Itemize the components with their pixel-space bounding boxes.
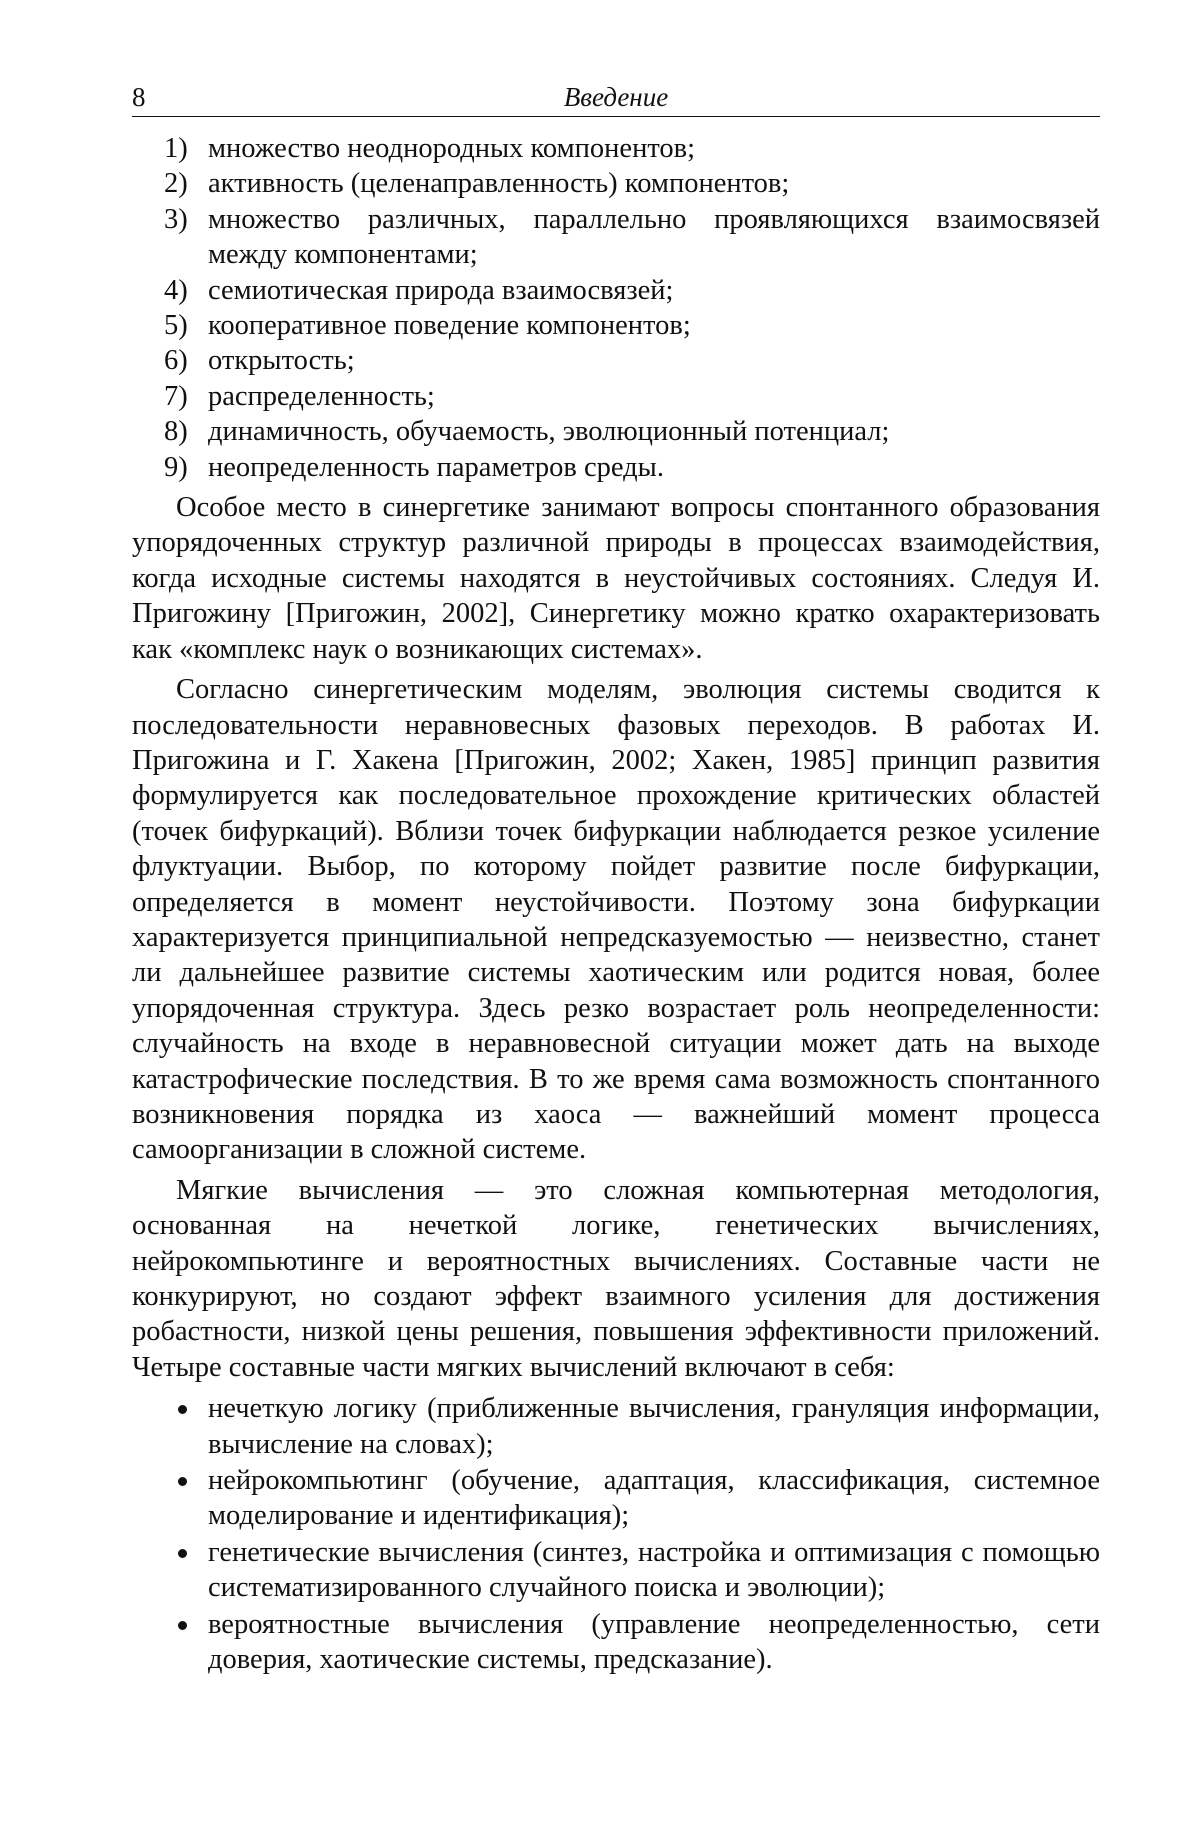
list-number: 8) bbox=[164, 416, 188, 448]
list-item-text: множество различных, параллельно проявляющихся взаимосвязей между компонентами; bbox=[208, 203, 1100, 271]
list-number: 3) bbox=[164, 203, 188, 235]
running-title: Введение bbox=[563, 82, 669, 112]
list-item-text: неопределенность параметров среды. bbox=[208, 451, 664, 483]
numbered-list bbox=[132, 131, 1100, 485]
list-item-text: распределенность; bbox=[208, 380, 435, 412]
list-item bbox=[132, 202, 1100, 273]
list-item bbox=[132, 379, 1100, 414]
list-item-text: открытость; bbox=[208, 345, 355, 377]
list-item-text: вероятностные вычисления (управление неопределенностью, сети доверия, хаотические системы, предсказание). bbox=[208, 1608, 1100, 1676]
list-item bbox=[132, 273, 1100, 308]
list-item-text: множество неоднородных компонентов; bbox=[208, 133, 696, 164]
bullet-list bbox=[132, 1391, 1100, 1677]
bullet-icon bbox=[178, 1477, 187, 1486]
bullet-icon bbox=[178, 1621, 187, 1630]
list-item bbox=[132, 414, 1100, 449]
list-item-text: нейрокомпьютинг (обучение, адаптация, классификация, системное моделирование и идентификация); bbox=[208, 1465, 1100, 1532]
list-number: 1) bbox=[164, 133, 188, 164]
list-item bbox=[132, 131, 1100, 166]
list-item bbox=[132, 1391, 1100, 1462]
list-item bbox=[132, 1463, 1100, 1534]
list-item-text: нечеткую логику (приближенные вычисления, грануляция информации, вычисление на словах); bbox=[208, 1393, 1100, 1460]
list-number: 6) bbox=[164, 345, 188, 377]
page-content bbox=[132, 131, 1100, 1677]
list-number: 2) bbox=[164, 168, 188, 200]
list-item bbox=[132, 308, 1100, 343]
paragraph-evolution: Согласно синергетическим моделям, эволюция системы сводится к последовательности неравновесных фазовых переходов. В работах И. Пригожина и Г. Хакена [Пригожин, 2002; Хакен, 1985] принцип развития формулируется как последовательное прохождение критических областей (точек бифуркаций). Вблизи точек бифуркации наблюдается резкое усиление флуктуации. Выбор, по которому пойдет развитие после бифуркации, определяется в момент неустойчивости. Поэтому зона бифуркации характеризуется принципиальной непредсказуемостью — неизвестно, станет ли дальнейшее развитие системы хаотическим или родится новая, более упорядоченная структура. Здесь резко возрастает роль неопределенности: случайность на входе в неравновесной ситуации может дать на выходе катастрофические последствия. В то же время сама возможность спонтанного возникновения порядка из хаоса — важнейший момент процесса самоорганизации в сложной системе. bbox=[132, 674, 1100, 1166]
paragraph-soft-computing: Мягкие вычисления — это сложная компьютерная методология, основанная на нечеткой логике, генетических вычислениях, нейрокомпьютинге и вероятностных вычислениях. Составные части не конкурируют, но создают эффект взаимного усиления для достижения робастности, низкой цены решения, повышения эффективности приложений. Четыре составные части мягких вычислений включают в себя: bbox=[132, 1174, 1100, 1383]
list-number: 5) bbox=[164, 310, 188, 342]
list-item-text: активность (целенаправленность) компонентов; bbox=[208, 168, 790, 200]
list-item bbox=[132, 1607, 1100, 1678]
list-number: 9) bbox=[164, 451, 188, 483]
list-number: 4) bbox=[164, 274, 188, 306]
list-number: 7) bbox=[164, 380, 188, 412]
paragraph-synergetics: Особое место в синергетике занимают вопросы спонтанного образования упорядоченных структур различной природы в процессах взаимодействия, когда исходные системы находятся в неустойчивых состояниях. Следуя И. Пригожину [Пригожин, 2002], Синергетику можно кратко охарактеризовать как «комплекс наук о возникающих системах». bbox=[132, 492, 1100, 665]
list-item bbox=[132, 343, 1100, 378]
page-header bbox=[132, 82, 1100, 117]
list-item-text: динамичность, обучаемость, эволюционный потенциал; bbox=[208, 416, 890, 448]
list-item bbox=[132, 166, 1100, 201]
page-number: 8 bbox=[132, 82, 146, 112]
bullet-icon bbox=[178, 1549, 187, 1558]
list-item-text: генетические вычисления (синтез, настройка и оптимизация с помощью систематизированного случайного поиска и эволюции); bbox=[208, 1536, 1100, 1604]
book-page bbox=[132, 82, 1100, 1677]
list-item bbox=[132, 1535, 1100, 1606]
list-item-text: семиотическая природа взаимосвязей; bbox=[208, 274, 674, 306]
list-item-text: кооперативное поведение компонентов; bbox=[208, 310, 691, 342]
list-item bbox=[132, 450, 1100, 485]
bullet-icon bbox=[178, 1405, 187, 1414]
